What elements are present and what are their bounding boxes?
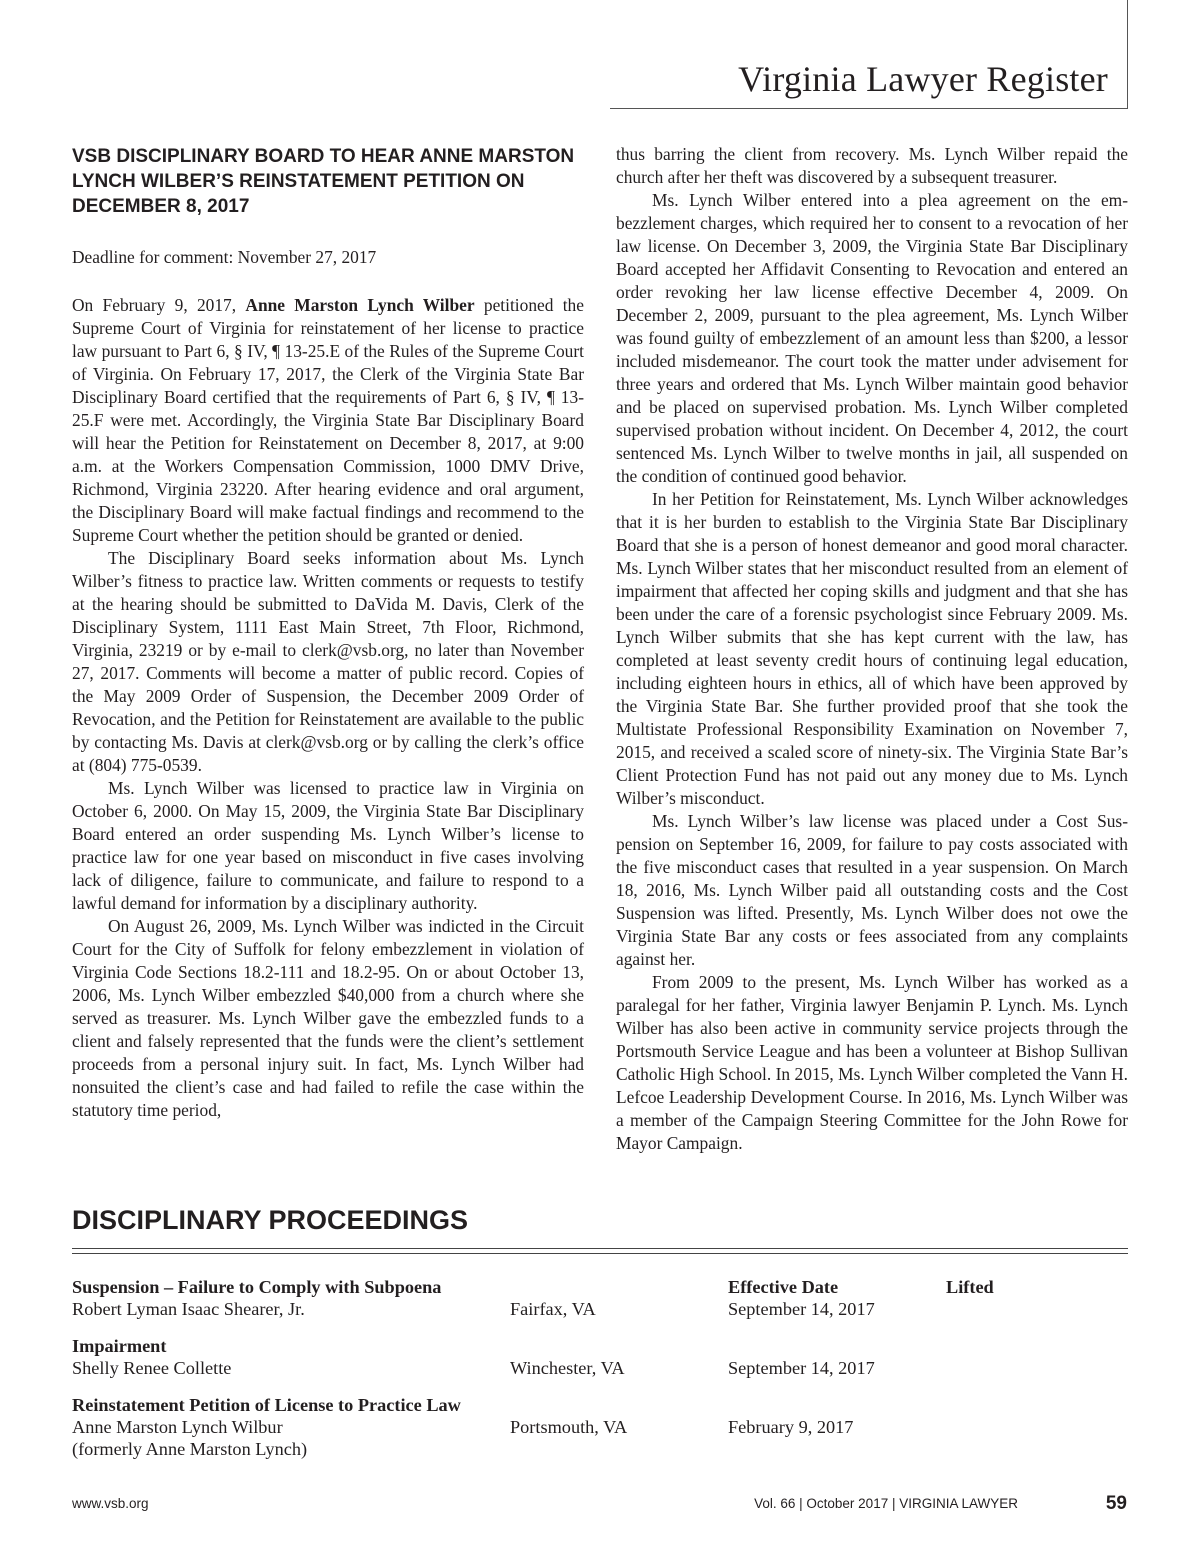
footer-issue: Vol. 66 | October 2017 | VIRGINIA LAWYER — [754, 1496, 1018, 1511]
category-heading: Reinstatement Petition of License to Practice Law — [72, 1395, 461, 1415]
article-right-column — [616, 143, 1128, 1155]
comment-deadline: Deadline for comment: November 27, 2017 — [72, 247, 377, 267]
petitioner-name: Anne Marston Lynch Wilber — [245, 295, 475, 315]
article-left-column — [72, 144, 584, 1122]
attorney-location: Fairfax, VA — [510, 1299, 596, 1319]
category-heading: Impairment — [72, 1336, 167, 1356]
proceedings-table — [72, 1276, 1128, 1460]
article-paragraph-3: Ms. Lynch Wilber was licensed to practice law in Virginia on October 6, 2000. On May 15, 2009, the Virginia State Bar Disciplinary Board entered an order suspending Ms. Lynch Wilber’s license to practice law for one year based on misconduct in five cases involving lack of diligence, failure to communicate, and failure to respond to a lawful demand for information by a disciplinary authority. — [72, 778, 584, 913]
proceedings-header-row — [72, 1276, 1128, 1298]
lifted-heading: Lifted — [946, 1277, 994, 1297]
article-paragraph-1 — [72, 294, 584, 547]
article-paragraph-5: thus barring the client from recovery. Ms. Lynch Wilber repaid the church after her theft was discovered by a subsequent treasurer. — [616, 144, 1128, 187]
article-paragraph-6: Ms. Lynch Wilber entered into a plea agreement on the embezzlement charges, which required her to consent to a revocation of her law license. On December 3, 2009, the Virginia State Bar Disciplinary Board accepted her Affidavit Consenting to Revocation and entered an order revoking her law license effective December 4, 2009. On December 2, 2009, pursuant to the plea agreement, Ms. Lynch Wilber was found guilty of embezzlement of an amount less than $200, a lessor included misdemeanor. The court took the matter under advisement for three years and ordered that Ms. Lynch Wilber maintain good behavior and be placed on supervised probation. Ms. Lynch Wilber completed supervised probation without incident. On December 4, 2012, the court sentenced Ms. Lynch Wilber to twelve months in jail, all suspended on the condition of continued good behavior. — [616, 190, 1128, 486]
former-name-note: (formerly Anne Marston Lynch) — [72, 1439, 308, 1459]
page-number: 59 — [1105, 1493, 1127, 1514]
proceedings-category-row — [72, 1394, 1128, 1416]
attorney-name: Anne Marston Lynch Wilbur — [72, 1417, 283, 1437]
effective-date: September 14, 2017 — [728, 1299, 875, 1319]
effective-date-heading: Effective Date — [728, 1277, 839, 1297]
attorney-location: Portsmouth, VA — [510, 1417, 628, 1437]
effective-date: September 14, 2017 — [728, 1358, 875, 1378]
header-vertical-rule — [1127, 0, 1128, 108]
footer-url: www.vsb.org — [72, 1496, 149, 1511]
proceedings-row — [72, 1298, 1128, 1320]
proceedings-rule-bottom — [72, 1253, 1128, 1254]
article-paragraph-2: The Disciplinary Board seeks information about Ms. Lynch Wilber’s fitness to practice law. Written comments or requests to testify at the hearing should be submitted to DaVida M. Davis, Clerk of the Disciplinary System, 1111 East Main Street, 7th Floor, Richmond, Virginia, 23219 or by e-mail to clerk@vsb.org, no later than November 27, 2017. Comments will become a matter of public record. Copies of the May 2009 Order of Suspension, the December 2009 Order of Revocation, and the Petition for Reinstatement are available to the public by contacting Ms. Davis at clerk@vsb.org or by calling the clerk’s office at (804) 775-0539. — [72, 548, 584, 775]
paragraph-1-body: petitioned the Supreme Court of Virginia for reinstatement of her license to practice law pursuant to Part 6, § IV, ¶ 13-25.E of the Rules of the Supreme Court of Virginia. On February 17, 2017, the Clerk of the Virginia State Bar Disciplinary Board certified that the requirements of Part 6, § IV, ¶ 13-25.F were met. Accordingly, the Virginia State Bar Disciplinary Board will hear the Petition for Reinstatement on December 8, 2017, at 9:00 a.m. at the Workers Compensation Commission, 1000 DMV Drive, Richmond, Virginia 23220. After hearing evidence and oral argument, the Disciplinary Board will make factual findings and recommend to the Supreme Court whether the petition should be granted or denied. — [72, 295, 584, 545]
proceedings-rule-top — [72, 1248, 1128, 1249]
attorney-name: Robert Lyman Isaac Shearer, Jr. — [72, 1299, 305, 1319]
proceedings-row — [72, 1357, 1128, 1379]
article-paragraph-7: In her Petition for Reinstatement, Ms. Lynch Wilber acknowledges that it is her burden to establish to the Virginia State Bar Disciplinary Board that she is a person of honest demeanor and good moral character. Ms. Lynch Wilber states that her misconduct resulted from an element of impairment that affected her coping skills and judgment and that she has been under the care of a forensic psychologist since February 2009. Ms. Lynch Wilber submits that she has kept current with the law, has completed at least seventy credit hours of continuing legal education, including eighteen hours in ethics, all of which have been approved by the Virginia State Bar. She further provided proof that she took the Multistate Professional Responsibility Examination on November 7, 2015, and received a scaled score of ninety-six. The Virginia State Bar’s Client Protection Fund has not paid out any money due to Ms. Lynch Wilber’s misconduct. — [616, 489, 1128, 808]
article-paragraph-8: Ms. Lynch Wilber’s law license was placed under a Cost Suspension on September 16, 2009, for failure to pay costs associated with the five misconduct cases that resulted in a year suspension. On March 18, 2016, Ms. Lynch Wilber paid all outstanding costs and the Cost Suspension was lifted. Presently, Ms. Lynch Wilber does not owe the Virginia State Bar any costs or fees associated from any complaints against her. — [616, 811, 1128, 969]
proceedings-title: DISCIPLINARY PROCEEDINGS — [72, 1205, 469, 1235]
header-rule — [610, 108, 1128, 109]
effective-date: February 9, 2017 — [728, 1417, 854, 1437]
article-paragraph-9: From 2009 to the present, Ms. Lynch Wilber has worked as a paralegal for her father, Virginia lawyer Benjamin P. Lynch. Ms. Lynch Wilber has also been active in community service projects through the Portsmouth Service League and has been a volunteer at Bishop Sullivan Catholic High School. In 2015, Ms. Lynch Wilber completed the Vann H. Lefcoe Leadership Development Course. In 2016, Ms. Lynch Wilber was a member of the Campaign Steering Committee for the John Rowe for Mayor Campaign. — [616, 972, 1128, 1153]
proceedings-row — [72, 1416, 1128, 1438]
attorney-location: Winchester, VA — [510, 1358, 625, 1378]
proceedings-note-row — [72, 1438, 1128, 1460]
category-heading: Suspension – Failure to Comply with Subpoena — [72, 1277, 442, 1297]
paragraph-1-lead: On February 9, 2017, — [72, 295, 246, 315]
running-head: Virginia Lawyer Register — [738, 59, 1108, 99]
article-paragraph-4: On August 26, 2009, Ms. Lynch Wilber was indicted in the Circuit Court for the City of Suffolk for felony embezzlement in violation of Virginia Code Sections 18.2-111 and 18.2-95. On or about October 13, 2006, Ms. Lynch Wilber embezzled $40,000 from a church where she served as treasurer. Ms. Lynch Wilber gave the embezzled funds to a client and falsely represented that the funds were the client’s settlement proceeds from a personal injury suit. In fact, Ms. Lynch Wilber had nonsuited the client’s case and had failed to refile the case within the statutory time period, — [72, 916, 584, 1120]
article-title: VSB DISCIPLINARY BOARD TO HEAR ANNE MARSTON LYNCH WILBER’S REINSTATEMENT PETITION ON DECEMBER 8, 2017 — [72, 146, 575, 217]
proceedings-category-row — [72, 1335, 1128, 1357]
attorney-name: Shelly Renee Collette — [72, 1358, 232, 1378]
